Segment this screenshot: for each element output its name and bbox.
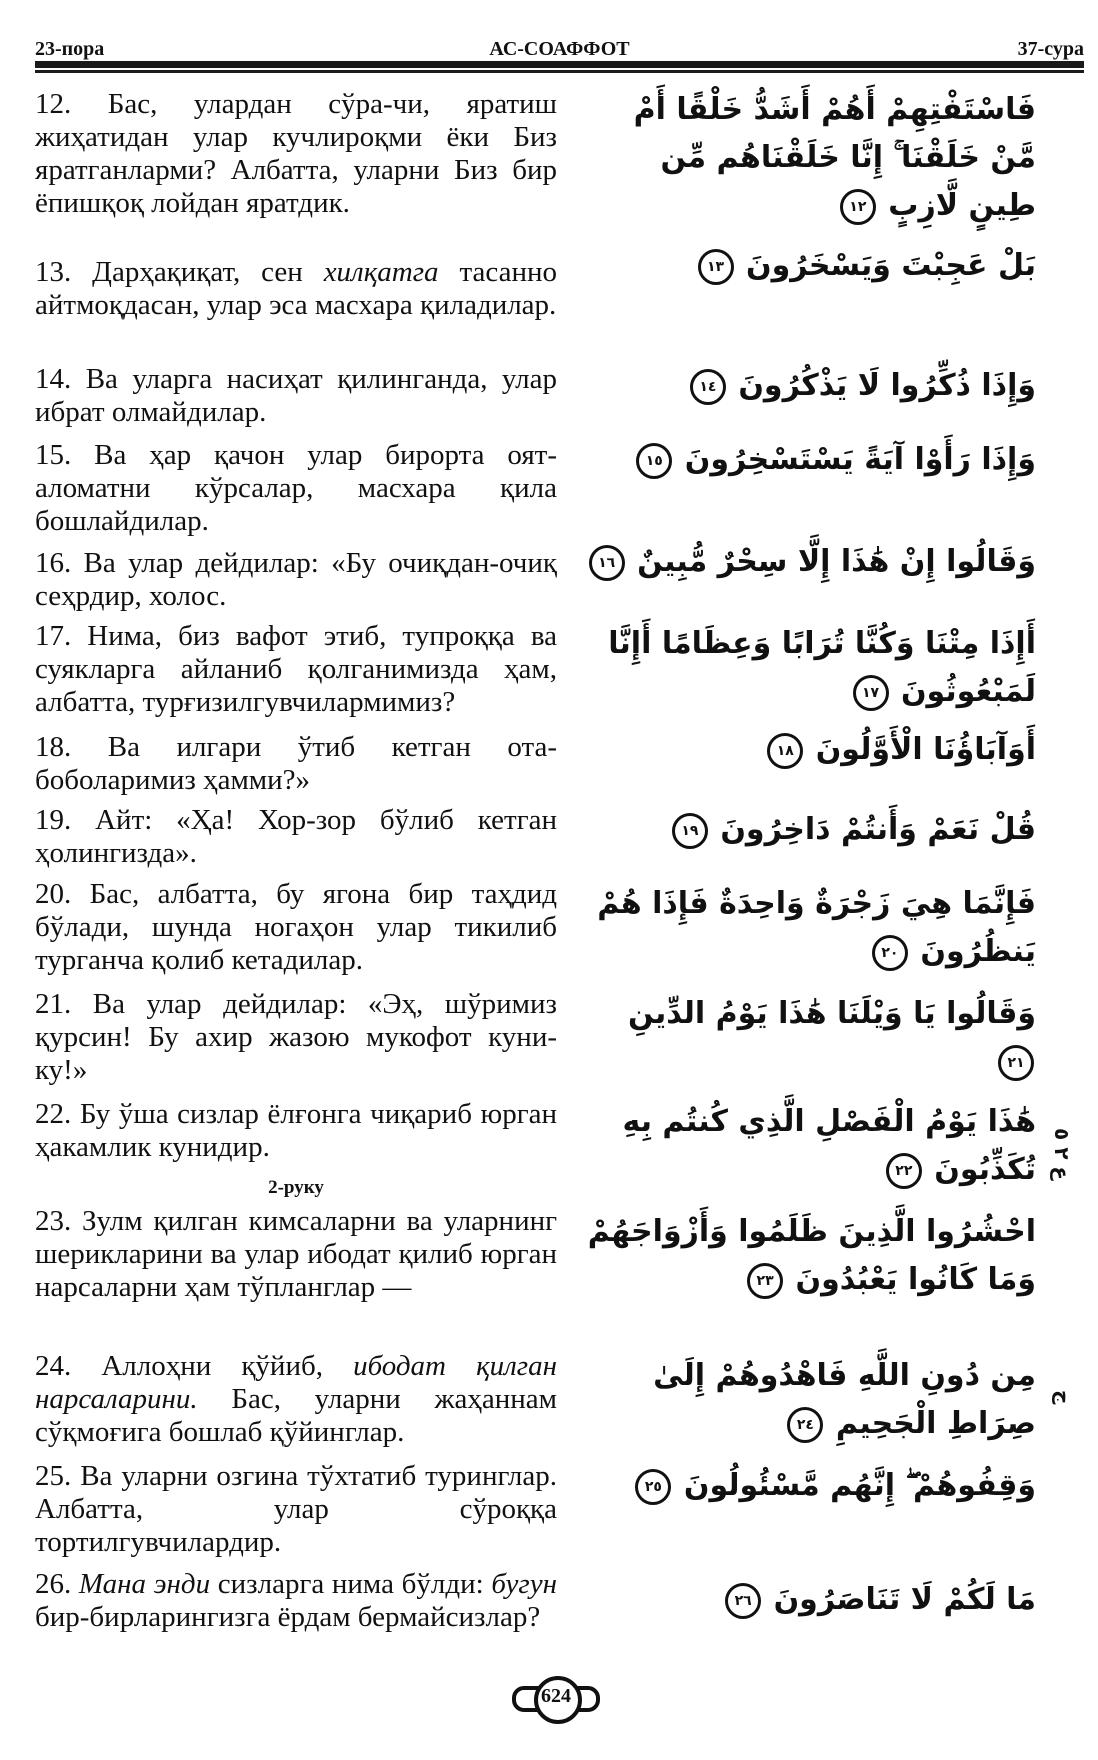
verse-23: 23. Зулм қилган кимсаларни ва уларнинг шерикларини ва улар ибодат қилиб юрган нарсаларни ҳам тўпланглар — bbox=[35, 1205, 557, 1303]
ayah-number-icon: ١٦ bbox=[589, 545, 625, 581]
arabic-verse-26: مَا لَكُمْ لَا تَنَاصَرُونَ ٢٦ bbox=[586, 1576, 1036, 1624]
ayah-number-icon: ١٩ bbox=[672, 813, 708, 849]
ayah-number-icon: ١٨ bbox=[767, 733, 803, 769]
ayah-number-icon: ٢٣ bbox=[747, 1263, 783, 1299]
arabic-verse-21: وَقَالُوا يَا وَيْلَنَا هَٰذَا يَوْمُ الدِّينِ ٢١ bbox=[586, 990, 1036, 1086]
arabic-verse-14: وَإِذَا ذُكِّرُوا لَا يَذْكُرُونَ ١٤ bbox=[586, 362, 1036, 410]
arabic-verse-25: وَقِفُوهُمْ ۖ إِنَّهُم مَّسْئُولُونَ ٢٥ bbox=[586, 1462, 1036, 1510]
verse-12: 12. Бас, улардан сўра-чи, яратиш жиҳатидан улар кучлироқми ёки Биз яратганларми? Албатта, уларни Биз бир ёпишқоқ лойдан яратдик. bbox=[35, 88, 557, 219]
ayah-number-icon: ٢٠ bbox=[872, 935, 908, 971]
ayah-number-icon: ٢٤ bbox=[787, 1407, 823, 1443]
verse-22: 22. Бу ўша сизлар ёлғонга чиқариб юрган ҳакамлик кунидир. bbox=[35, 1098, 557, 1163]
page-number-ornament bbox=[512, 1674, 600, 1722]
sajda-marker-icon: ج bbox=[1052, 1390, 1076, 1405]
ruku-heading: 2-руку bbox=[268, 1177, 324, 1198]
ayah-number-icon: ١٢ bbox=[840, 189, 876, 225]
surah-title: АС-СОАФФОТ bbox=[489, 38, 630, 60]
ruku-marker-icon: ع ٢ ٥ bbox=[1050, 1128, 1074, 1181]
ayah-number-icon: ٢٢ bbox=[886, 1153, 922, 1189]
verse-26: 26. Мана энди сизларга нима бўлди: бугун бир-бирларингизга ёрдам бермайсизлар? bbox=[35, 1568, 557, 1633]
verse-19: 19. Айт: «Ҳа! Хор-зор бўлиб кетган ҳолингизда». bbox=[35, 804, 557, 869]
verse-24: 24. Аллоҳни қўйиб, ибодат қилган нарсаларини. Бас, уларни жаҳаннам сўқмоғига бошлаб қўйинглар. bbox=[35, 1350, 557, 1448]
ayah-number-icon: ٢١ bbox=[998, 1045, 1034, 1081]
arabic-verse-19: قُلْ نَعَمْ وَأَنتُمْ دَاخِرُونَ ١٩ bbox=[586, 806, 1036, 854]
arabic-verse-13: بَلْ عَجِبْتَ وَيَسْخَرُونَ ١٣ bbox=[586, 242, 1036, 290]
verse-25: 25. Ва уларни озгина тўхтатиб туринглар. Албатта, улар сўроққа тортилгувчилардир. bbox=[35, 1460, 557, 1558]
verse-20: 20. Бас, албатта, бу ягона бир таҳдид бўлади, шунда ногаҳон улар тикилиб турганча қолиб кетадилар. bbox=[35, 878, 557, 976]
arabic-verse-23: احْشُرُوا الَّذِينَ ظَلَمُوا وَأَزْوَاجَهُمْ وَمَا كَانُوا يَعْبُدُونَ ٢٣ bbox=[587, 1214, 1036, 1297]
page-number: 624 bbox=[541, 1685, 571, 1707]
arabic-verse-22: هَٰذَا يَوْمُ الْفَصْلِ الَّذِي كُنتُم بِهِ تُكَذِّبُونَ ٢٢ bbox=[622, 1104, 1036, 1187]
verse-21: 21. Ва улар дейдилар: «Эҳ, шўримиз қурсин! Бу ахир жазою мукофот куни-ку!» bbox=[35, 988, 557, 1086]
surah-number-label: 37-сура bbox=[1017, 38, 1084, 60]
verse-16: 16. Ва улар дейдилар: «Бу очиқдан-очиқ сеҳрдир, холос. bbox=[35, 547, 557, 612]
verse-15: 15. Ва ҳар қачон улар бирорта оят-аломатни кўрсалар, масхара қила бошлайдилар. bbox=[35, 439, 557, 537]
verse-18: 18. Ва илгари ўтиб кетган ота-боболаримиз ҳамми?» bbox=[35, 731, 557, 796]
arabic-verse-24: مِن دُونِ اللَّهِ فَاهْدُوهُمْ إِلَىٰ صِرَاطِ الْجَحِيمِ ٢٤ bbox=[653, 1358, 1036, 1441]
header-rule-thick bbox=[35, 61, 1084, 68]
verse-13: 13. Дарҳақиқат, сен хилқатга тасанно айтмоқдасан, улар эса масхара қиладилар. bbox=[35, 256, 557, 321]
ayah-number-icon: ١٧ bbox=[853, 675, 889, 711]
ayah-number-icon: ١٣ bbox=[698, 249, 734, 285]
ayah-number-icon: ٢٥ bbox=[635, 1469, 671, 1505]
verse-17: 17. Нима, биз вафот этиб, тупроққа ва суякларга айланиб қолганимизда ҳам, албатта, турғизилгувчилармимиз? bbox=[35, 620, 557, 718]
verse-14: 14. Ва уларга насиҳат қилинганда, улар ибрат олмайдилар. bbox=[35, 363, 557, 428]
header-rule-thin bbox=[35, 70, 1084, 73]
arabic-verse-12: فَاسْتَفْتِهِمْ أَهُمْ أَشَدُّ خَلْقًا أَمْ مَّنْ خَلَقْنَا ۚ إِنَّا خَلَقْنَاهُم مِّن طِينٍ لَّازِبٍ ١٢ bbox=[633, 92, 1036, 223]
ayah-number-icon: ٢٦ bbox=[725, 1583, 761, 1619]
arabic-verse-18: أَوَآبَاؤُنَا الْأَوَّلُونَ ١٨ bbox=[586, 726, 1036, 774]
ayah-number-icon: ١٥ bbox=[636, 443, 672, 479]
arabic-verse-15: وَإِذَا رَأَوْا آيَةً يَسْتَسْخِرُونَ ١٥ bbox=[586, 436, 1036, 484]
arabic-verse-16: وَقَالُوا إِنْ هَٰذَا إِلَّا سِحْرٌ مُّبِينٌ ١٦ bbox=[586, 538, 1036, 586]
running-header bbox=[35, 30, 1084, 60]
juz-label: 23-пора bbox=[35, 38, 105, 60]
arabic-verse-17: أَإِذَا مِتْنَا وَكُنَّا تُرَابًا وَعِظَامًا أَإِنَّا لَمَبْعُوثُونَ ١٧ bbox=[608, 626, 1036, 709]
arabic-verse-20: فَإِنَّمَا هِيَ زَجْرَةٌ وَاحِدَةٌ فَإِذَا هُمْ يَنظُرُونَ ٢٠ bbox=[597, 886, 1036, 969]
ayah-number-icon: ١٤ bbox=[690, 369, 726, 405]
